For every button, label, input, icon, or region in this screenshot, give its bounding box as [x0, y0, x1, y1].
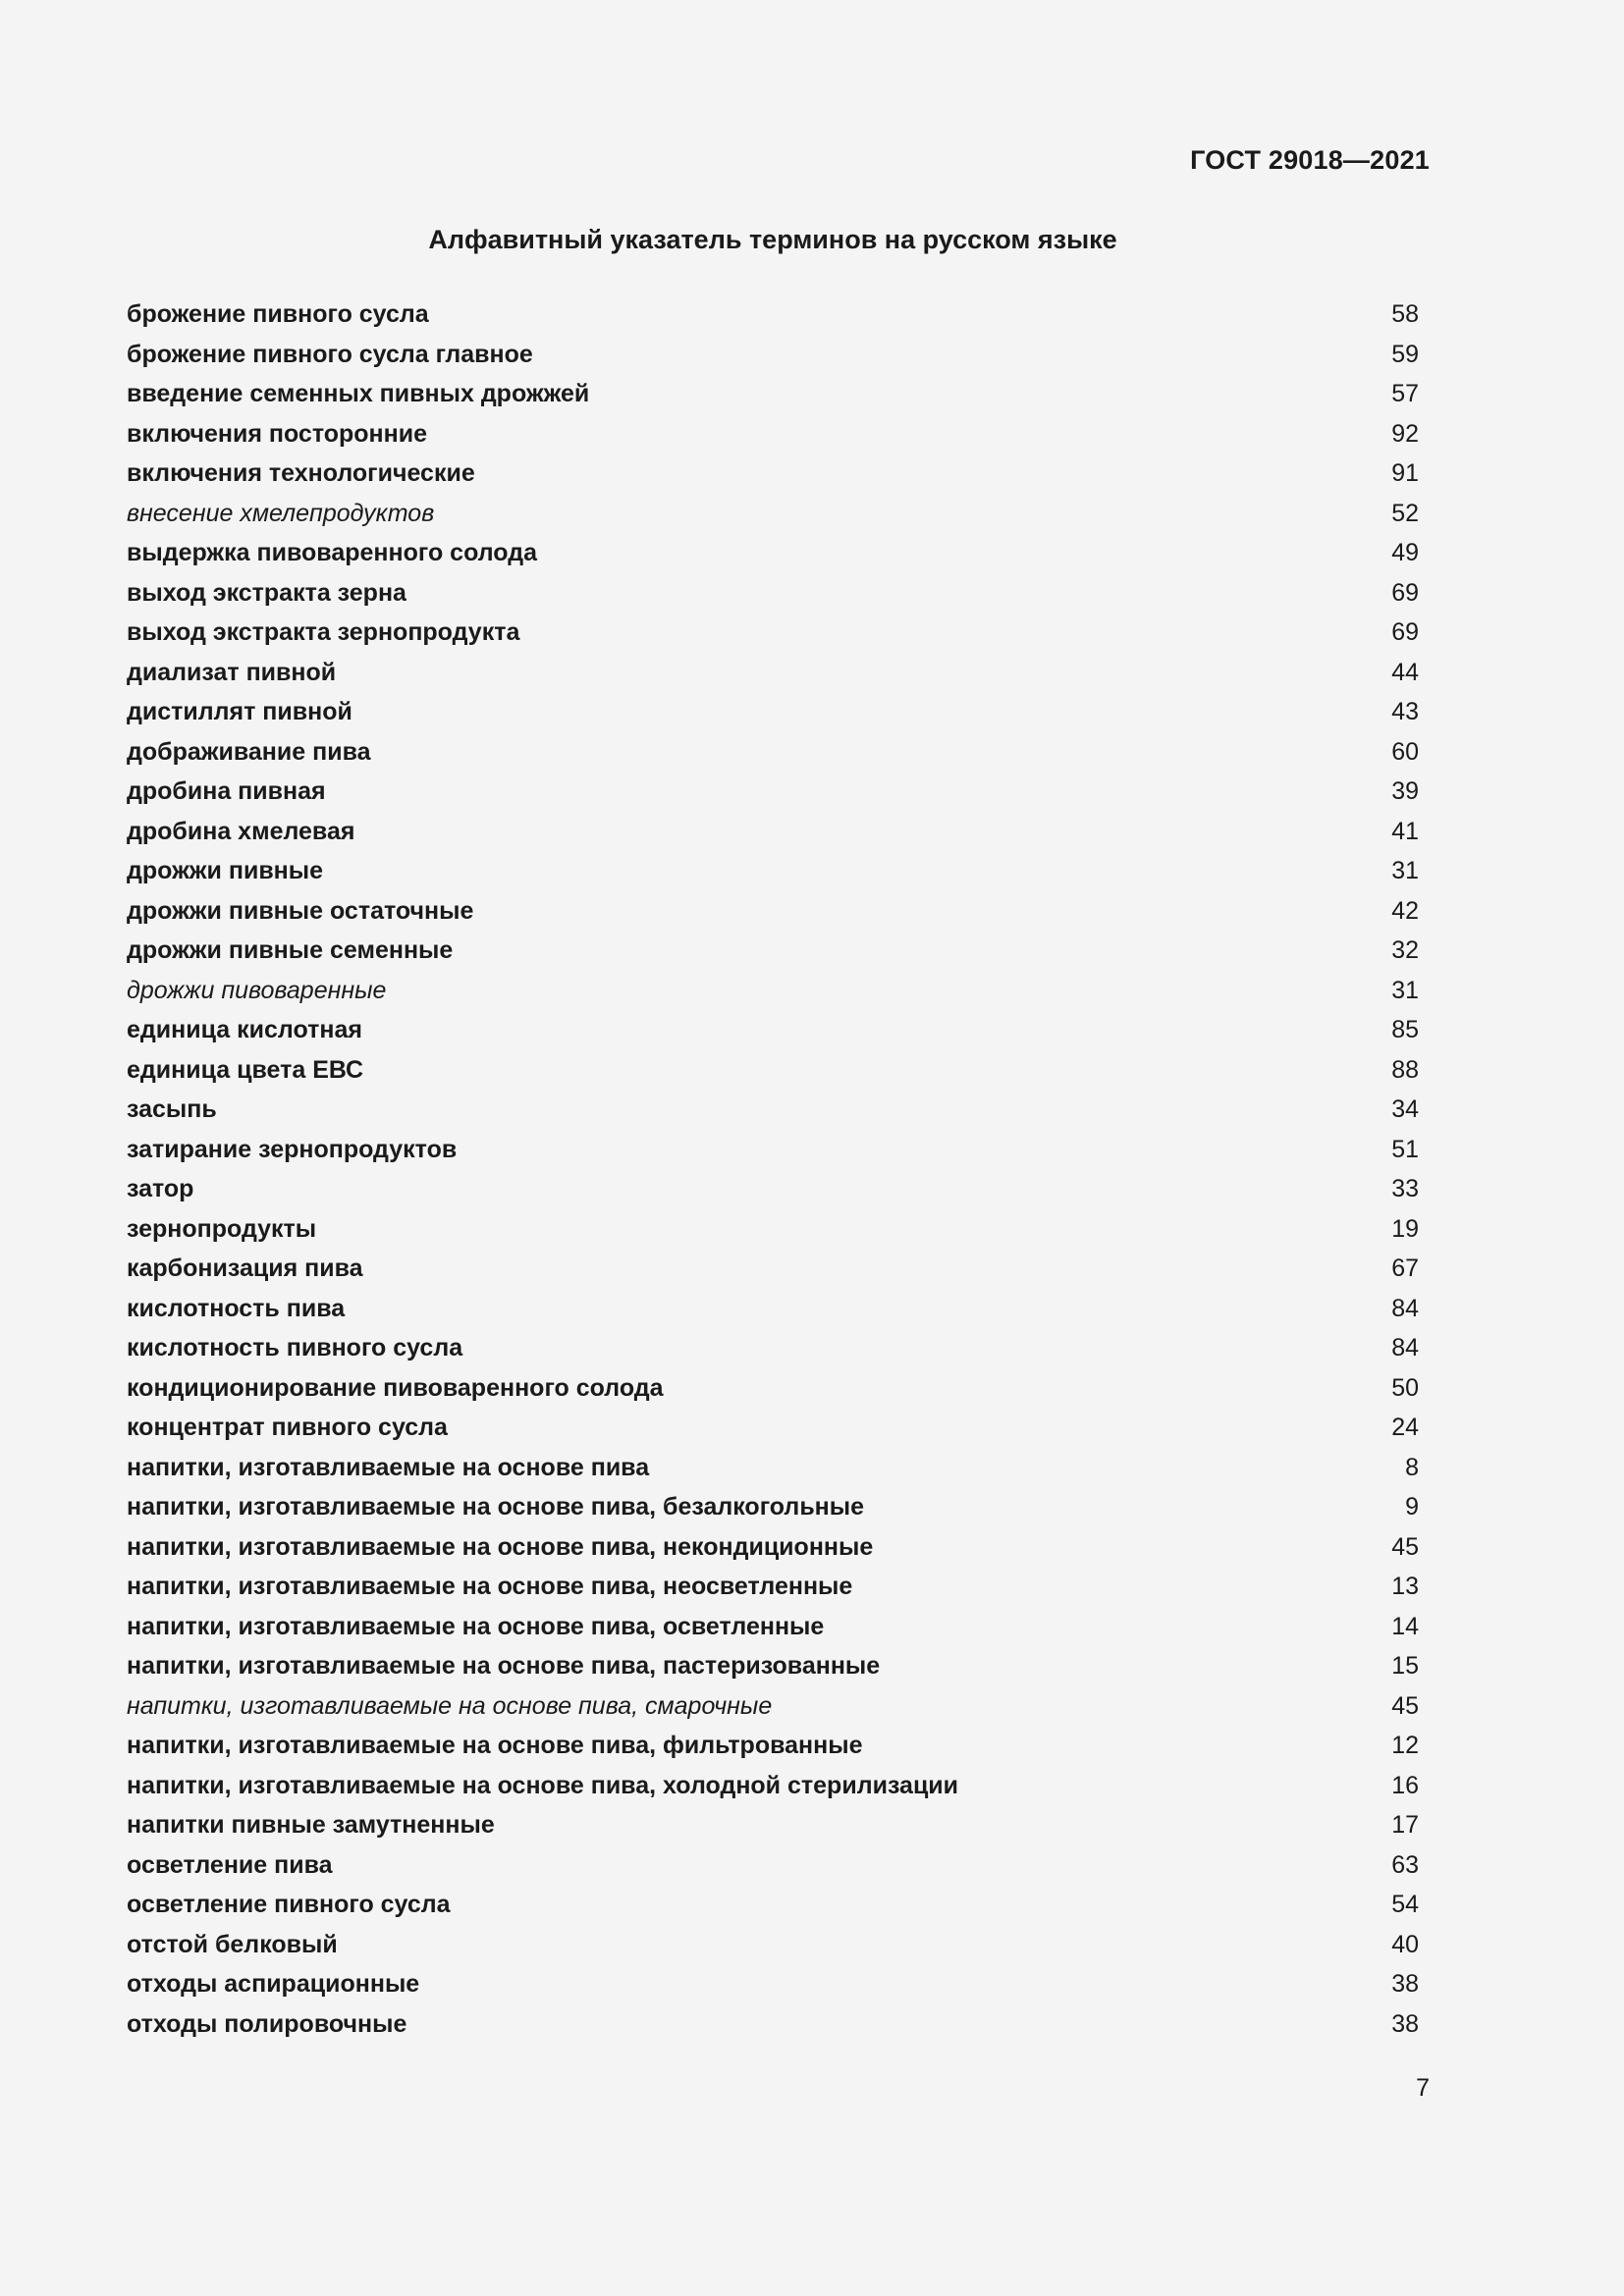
index-entry — [127, 1527, 1419, 1568]
index-term: выход экстракта зернопродукта — [127, 618, 520, 646]
index-term: дрожжи пивные семенные — [127, 936, 454, 964]
index-entry — [127, 1050, 1419, 1091]
index-entry — [127, 454, 1419, 494]
index-term-number: 15 — [1391, 1652, 1419, 1680]
document-standard-header: ГОСТ 29018—2021 — [1190, 145, 1430, 175]
index-term: напитки, изготавливаемые на основе пива — [127, 1453, 650, 1481]
index-term-number: 34 — [1391, 1095, 1419, 1123]
index-term: дображивание пива — [127, 737, 371, 766]
index-term-number: 51 — [1391, 1135, 1419, 1163]
index-term: напитки, изготавливаемые на основе пива, осветленные — [127, 1612, 825, 1640]
index-entry — [127, 1448, 1419, 1488]
index-term-number: 9 — [1405, 1493, 1419, 1521]
index-entry — [127, 1130, 1419, 1170]
index-entry — [127, 1368, 1419, 1409]
index-entry — [127, 1646, 1419, 1686]
index-term-number: 38 — [1391, 2009, 1419, 2038]
index-term: дрожжи пивоваренные — [127, 976, 387, 1004]
index-entry — [127, 1686, 1419, 1727]
index-term-number: 42 — [1391, 896, 1419, 925]
index-term-number: 12 — [1391, 1732, 1419, 1759]
index-entry — [127, 2004, 1419, 2045]
index-term: включения технологические — [127, 459, 475, 487]
index-entry — [127, 1289, 1419, 1329]
index-term: напитки, изготавливаемые на основе пива, фильтрованные — [127, 1732, 863, 1759]
index-term-number: 32 — [1391, 936, 1419, 964]
index-term-number: 45 — [1391, 1691, 1419, 1720]
index-term: напитки, изготавливаемые на основе пива, пастеризованные — [127, 1652, 881, 1680]
index-term-number: 31 — [1391, 857, 1419, 884]
index-term-number: 16 — [1391, 1771, 1419, 1799]
index-term-number: 31 — [1391, 976, 1419, 1004]
index-term: кислотность пивного сусла — [127, 1334, 463, 1362]
index-term-number: 84 — [1391, 1294, 1419, 1322]
index-term-number: 88 — [1391, 1055, 1419, 1084]
index-entry — [127, 533, 1419, 573]
index-term-number: 52 — [1391, 499, 1419, 527]
index-term-number: 41 — [1391, 817, 1419, 845]
index-entry — [127, 772, 1419, 812]
index-term-number: 91 — [1391, 459, 1419, 487]
index-entry — [127, 1567, 1419, 1607]
index-entry — [127, 1845, 1419, 1886]
index-term-number: 63 — [1391, 1850, 1419, 1879]
page-number: 7 — [1416, 2074, 1430, 2102]
index-term-number: 60 — [1391, 737, 1419, 766]
index-term-number: 19 — [1391, 1214, 1419, 1243]
index-entry — [127, 1607, 1419, 1647]
index-term-number: 84 — [1391, 1334, 1419, 1362]
index-term: кислотность пива — [127, 1294, 346, 1322]
index-entry — [127, 1726, 1419, 1766]
index-term-number: 54 — [1391, 1891, 1419, 1918]
index-entry — [127, 1169, 1419, 1209]
index-term-number: 69 — [1391, 618, 1419, 646]
index-entry — [127, 335, 1419, 375]
index-term: дрожжи пивные остаточные — [127, 896, 474, 925]
index-entry — [127, 1209, 1419, 1250]
index-term-number: 58 — [1391, 300, 1419, 328]
index-term: отстой белковый — [127, 1930, 338, 1958]
index-entry — [127, 294, 1419, 335]
index-term-number: 24 — [1391, 1414, 1419, 1441]
index-term: отходы полировочные — [127, 2009, 407, 2038]
index-term-number: 40 — [1391, 1930, 1419, 1958]
index-entry — [127, 851, 1419, 891]
index-term: дрожжи пивные — [127, 857, 324, 884]
index-term: выдержка пивоваренного солода — [127, 539, 538, 566]
index-term-number: 92 — [1391, 419, 1419, 448]
index-term: внесение хмелепродуктов — [127, 499, 435, 527]
index-term: диализат пивной — [127, 658, 337, 686]
index-term: брожение пивного сусла — [127, 300, 429, 328]
index-entry — [127, 1010, 1419, 1050]
index-term-number: 44 — [1391, 658, 1419, 686]
index-term: зернопродукты — [127, 1214, 317, 1243]
index-term-number: 33 — [1391, 1175, 1419, 1202]
index-entry — [127, 613, 1419, 653]
index-term: выход экстракта зерна — [127, 578, 406, 607]
index-entry — [127, 653, 1419, 693]
index-term: дробина пивная — [127, 777, 326, 805]
index-entry — [127, 931, 1419, 971]
index-term-number: 59 — [1391, 340, 1419, 368]
index-entry — [127, 1885, 1419, 1925]
index-term: засыпь — [127, 1095, 217, 1123]
index-term-number: 17 — [1391, 1811, 1419, 1839]
index-term-number: 69 — [1391, 578, 1419, 607]
index-term: введение семенных пивных дрожжей — [127, 380, 590, 407]
index-entry — [127, 971, 1419, 1011]
index-term: осветление пива — [127, 1850, 333, 1879]
index-term-number: 50 — [1391, 1373, 1419, 1402]
index-term-number: 13 — [1391, 1573, 1419, 1600]
index-entry — [127, 1249, 1419, 1289]
index-term: брожение пивного сусла главное — [127, 340, 533, 368]
index-term-number: 43 — [1391, 698, 1419, 725]
index-entry — [127, 374, 1419, 414]
index-term: напитки, изготавливаемые на основе пива, смарочные — [127, 1691, 773, 1720]
index-entry — [127, 732, 1419, 773]
index-term: напитки пивные замутненные — [127, 1811, 495, 1839]
term-index-list — [127, 294, 1419, 2044]
index-entry — [127, 494, 1419, 534]
index-term: концентрат пивного сусла — [127, 1414, 448, 1441]
index-entry — [127, 414, 1419, 454]
index-term-number: 39 — [1391, 777, 1419, 805]
index-term: единица цвета ЕВС — [127, 1055, 364, 1084]
index-entry — [127, 1964, 1419, 2004]
index-entry — [127, 1766, 1419, 1806]
index-term: затор — [127, 1175, 194, 1202]
index-entry — [127, 1925, 1419, 1965]
index-entry — [127, 1408, 1419, 1448]
index-term-number: 67 — [1391, 1255, 1419, 1282]
index-term: напитки, изготавливаемые на основе пива, неосветленные — [127, 1573, 853, 1600]
index-entry — [127, 573, 1419, 614]
index-entry — [127, 1487, 1419, 1527]
index-term: напитки, изготавливаемые на основе пива, некондиционные — [127, 1532, 874, 1561]
index-term: единица кислотная — [127, 1016, 362, 1043]
index-term: дистиллят пивной — [127, 698, 352, 725]
index-term-number: 57 — [1391, 380, 1419, 407]
index-term: дробина хмелевая — [127, 817, 355, 845]
index-entry — [127, 1090, 1419, 1130]
index-title: Алфавитный указатель терминов на русском языке — [428, 225, 1117, 254]
index-entry — [127, 812, 1419, 852]
index-entry — [127, 1328, 1419, 1368]
index-term-number: 85 — [1391, 1016, 1419, 1043]
index-term: осветление пивного сусла — [127, 1891, 451, 1918]
index-entry — [127, 1805, 1419, 1845]
index-entry — [127, 692, 1419, 732]
index-term: напитки, изготавливаемые на основе пива, безалкогольные — [127, 1493, 865, 1521]
index-term: отходы аспирационные — [127, 1970, 420, 1998]
index-term: затирание зернопродуктов — [127, 1135, 458, 1163]
index-term-number: 8 — [1405, 1453, 1419, 1481]
index-term-number: 14 — [1391, 1612, 1419, 1640]
index-term: включения посторонние — [127, 419, 428, 448]
index-term: карбонизация пива — [127, 1255, 363, 1282]
index-term-number: 45 — [1391, 1532, 1419, 1561]
index-term: кондиционирование пивоваренного солода — [127, 1373, 664, 1402]
index-entry — [127, 891, 1419, 932]
index-term-number: 38 — [1391, 1970, 1419, 1998]
index-term-number: 49 — [1391, 539, 1419, 566]
index-term: напитки, изготавливаемые на основе пива, холодной стерилизации — [127, 1771, 959, 1799]
